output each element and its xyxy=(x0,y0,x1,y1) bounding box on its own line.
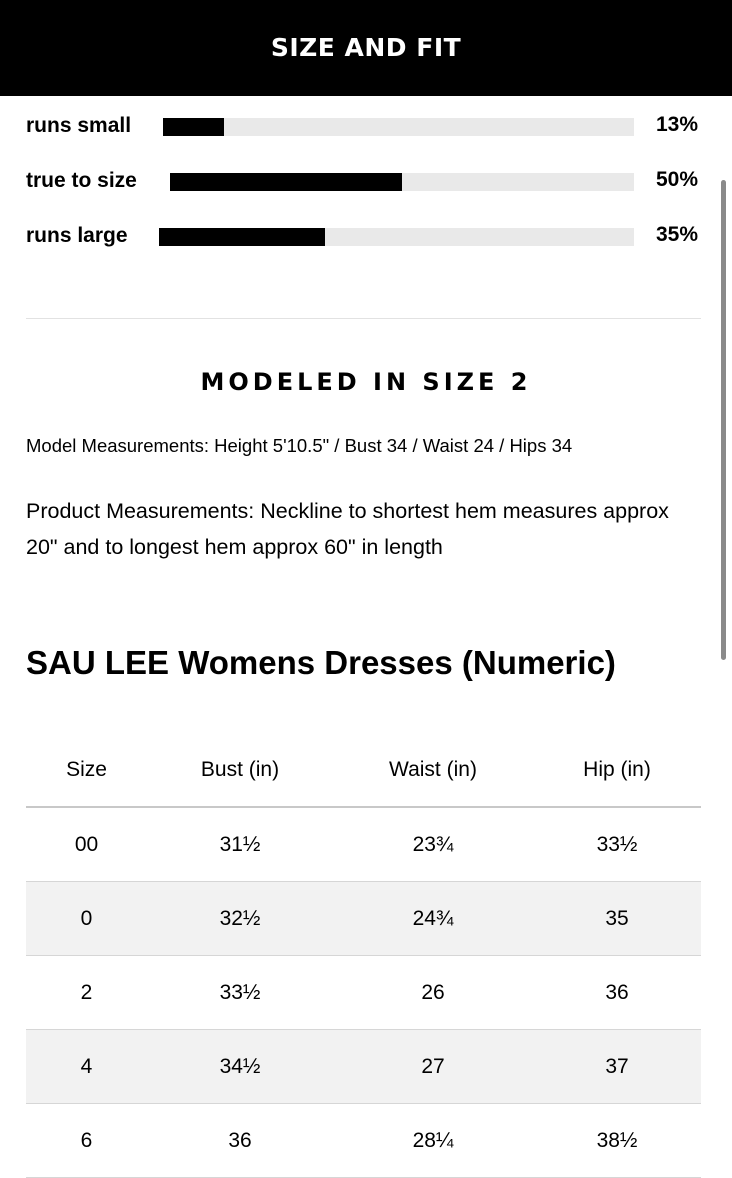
cell-bust: 31½ xyxy=(219,832,261,856)
cell-hip: 36 xyxy=(605,980,629,1004)
fit-label: runs small xyxy=(26,114,132,137)
fit-label: runs large xyxy=(26,224,128,247)
cell-bust: 33½ xyxy=(219,980,261,1004)
section-divider xyxy=(26,318,701,319)
fit-bar-fill xyxy=(159,228,325,246)
product-measurements: Product Measurements: Neckline to shortest hem measures approx 20" and to longest hem approx 60" in length xyxy=(26,499,669,559)
cell-bust: 34½ xyxy=(219,1054,261,1078)
page-title: SIZE AND FIT xyxy=(270,32,462,62)
cell-waist: 23¾ xyxy=(412,832,454,856)
cell-waist: 24¾ xyxy=(412,906,454,930)
modeled-in-size-heading: MODELED IN SIZE 2 xyxy=(200,368,532,396)
fit-bar-track xyxy=(163,118,634,136)
fit-percent: 50% xyxy=(655,168,698,191)
table-row xyxy=(26,956,701,1030)
size-chart-title: SAU LEE Womens Dresses (Numeric) xyxy=(26,644,616,681)
cell-waist: 26 xyxy=(421,980,445,1004)
fit-percent: 35% xyxy=(655,223,698,246)
cell-hip: 37 xyxy=(605,1054,629,1078)
cell-size: 0 xyxy=(80,906,93,930)
fit-label: true to size xyxy=(26,169,137,192)
header-bar xyxy=(0,0,732,96)
fit-bar-track xyxy=(170,173,634,191)
fit-bar-fill xyxy=(170,173,402,191)
cell-hip: 33½ xyxy=(596,832,638,856)
scrollbar-thumb[interactable] xyxy=(721,180,726,660)
fit-bar-track xyxy=(159,228,634,246)
table-row xyxy=(26,807,701,882)
column-header-hip: Hip (in) xyxy=(583,757,651,781)
cell-bust: 36 xyxy=(228,1128,252,1152)
cell-bust: 32½ xyxy=(219,906,261,930)
fit-row-true-to-size xyxy=(26,166,700,196)
cell-waist: 28¼ xyxy=(412,1128,454,1152)
table-row xyxy=(26,1104,701,1178)
column-header-size: Size xyxy=(66,757,107,781)
column-header-bust: Bust (in) xyxy=(200,757,280,781)
cell-hip: 35 xyxy=(605,906,629,930)
table-row xyxy=(26,1030,701,1104)
fit-percent: 13% xyxy=(655,113,698,136)
table-header-row xyxy=(26,733,701,807)
cell-size: 2 xyxy=(80,980,93,1004)
fit-bar-fill xyxy=(163,118,224,136)
size-chart-table xyxy=(26,733,701,1178)
cell-size: 6 xyxy=(80,1128,93,1152)
fit-row-runs-large xyxy=(26,221,700,251)
cell-hip: 38½ xyxy=(596,1128,638,1152)
fit-row-runs-small xyxy=(26,111,700,141)
cell-waist: 27 xyxy=(421,1054,445,1078)
table-row xyxy=(26,882,701,956)
cell-size: 00 xyxy=(74,832,99,856)
column-header-waist: Waist (in) xyxy=(389,757,477,781)
model-measurements: Model Measurements: Height 5'10.5" / Bust 34 / Waist 24 / Hips 34 xyxy=(26,435,573,456)
cell-size: 4 xyxy=(80,1054,93,1078)
